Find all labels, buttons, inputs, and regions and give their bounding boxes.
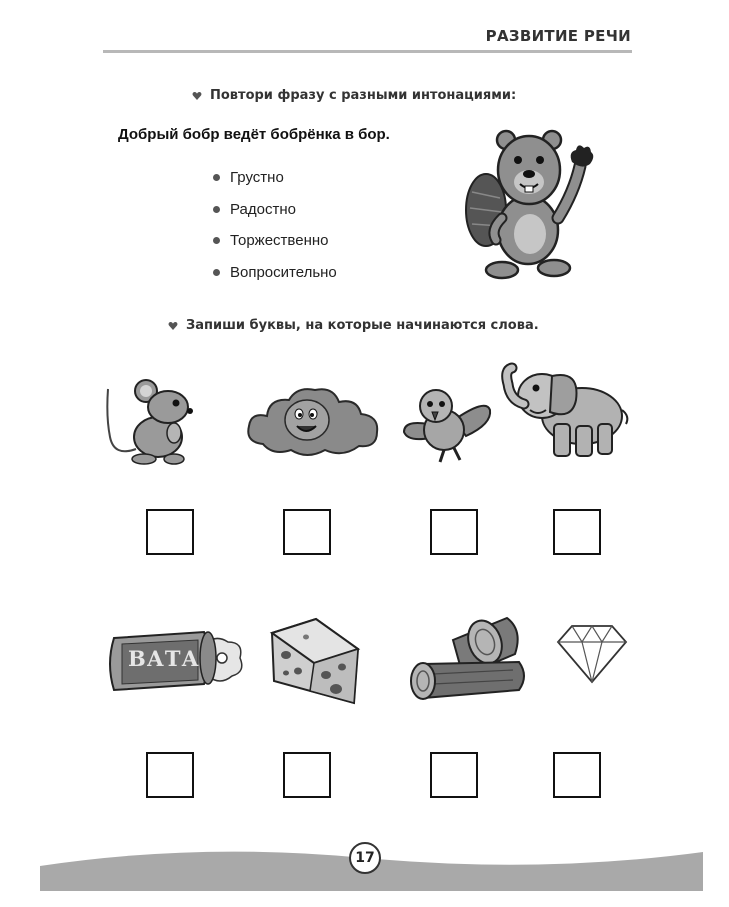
intonation-list: [213, 162, 337, 288]
section-title: РАЗВИТИЕ РЕЧИ: [485, 27, 631, 45]
intonation-label: Вопросительно: [230, 263, 337, 281]
intonation-label: Радостно: [230, 200, 296, 218]
answer-box-mouse[interactable]: [146, 509, 194, 555]
tongue-twister-phrase: Добрый бобр ведёт бобрёнка в бор.: [118, 126, 390, 143]
answer-box-diamond[interactable]: [553, 752, 601, 798]
cotton-roll-illustration: [104, 628, 246, 692]
task-1-instruction: [192, 88, 516, 103]
answer-box-cotton[interactable]: [146, 752, 194, 798]
bullet-icon: [213, 269, 220, 276]
mouse-illustration: [100, 375, 200, 467]
bullet-icon: [213, 174, 220, 181]
answer-box-bird[interactable]: [430, 509, 478, 555]
answer-box-cloud[interactable]: [283, 509, 331, 555]
cheese-illustration: [266, 615, 362, 707]
diamond-illustration: [556, 622, 628, 684]
answer-box-cheese[interactable]: [283, 752, 331, 798]
task-2-instruction: [168, 318, 539, 333]
bullet-icon: [213, 206, 220, 213]
answer-box-logs[interactable]: [430, 752, 478, 798]
bullet-icon: [213, 237, 220, 244]
cotton-label: ВАТА: [128, 646, 200, 671]
cloud-illustration: [243, 382, 383, 462]
heart-icon: [168, 321, 178, 331]
task-2-instruction-text: Запиши буквы, на которые начинаются слова.: [186, 318, 539, 333]
list-item: [213, 162, 337, 194]
intonation-label: Грустно: [230, 169, 284, 187]
answer-box-elephant[interactable]: [553, 509, 601, 555]
bird-illustration: [400, 380, 495, 466]
list-item: [213, 257, 337, 289]
header-rule: [103, 50, 632, 53]
heart-icon: [192, 91, 202, 101]
page-number: 17: [349, 842, 381, 874]
beaver-illustration: [458, 122, 598, 282]
intonation-label: Торжественно: [230, 232, 329, 250]
elephant-illustration: [500, 360, 632, 464]
logs-illustration: [403, 612, 531, 708]
task-1-instruction-text: Повтори фразу с разными интонациями:: [210, 88, 517, 103]
list-item: [213, 194, 337, 226]
list-item: [213, 225, 337, 257]
